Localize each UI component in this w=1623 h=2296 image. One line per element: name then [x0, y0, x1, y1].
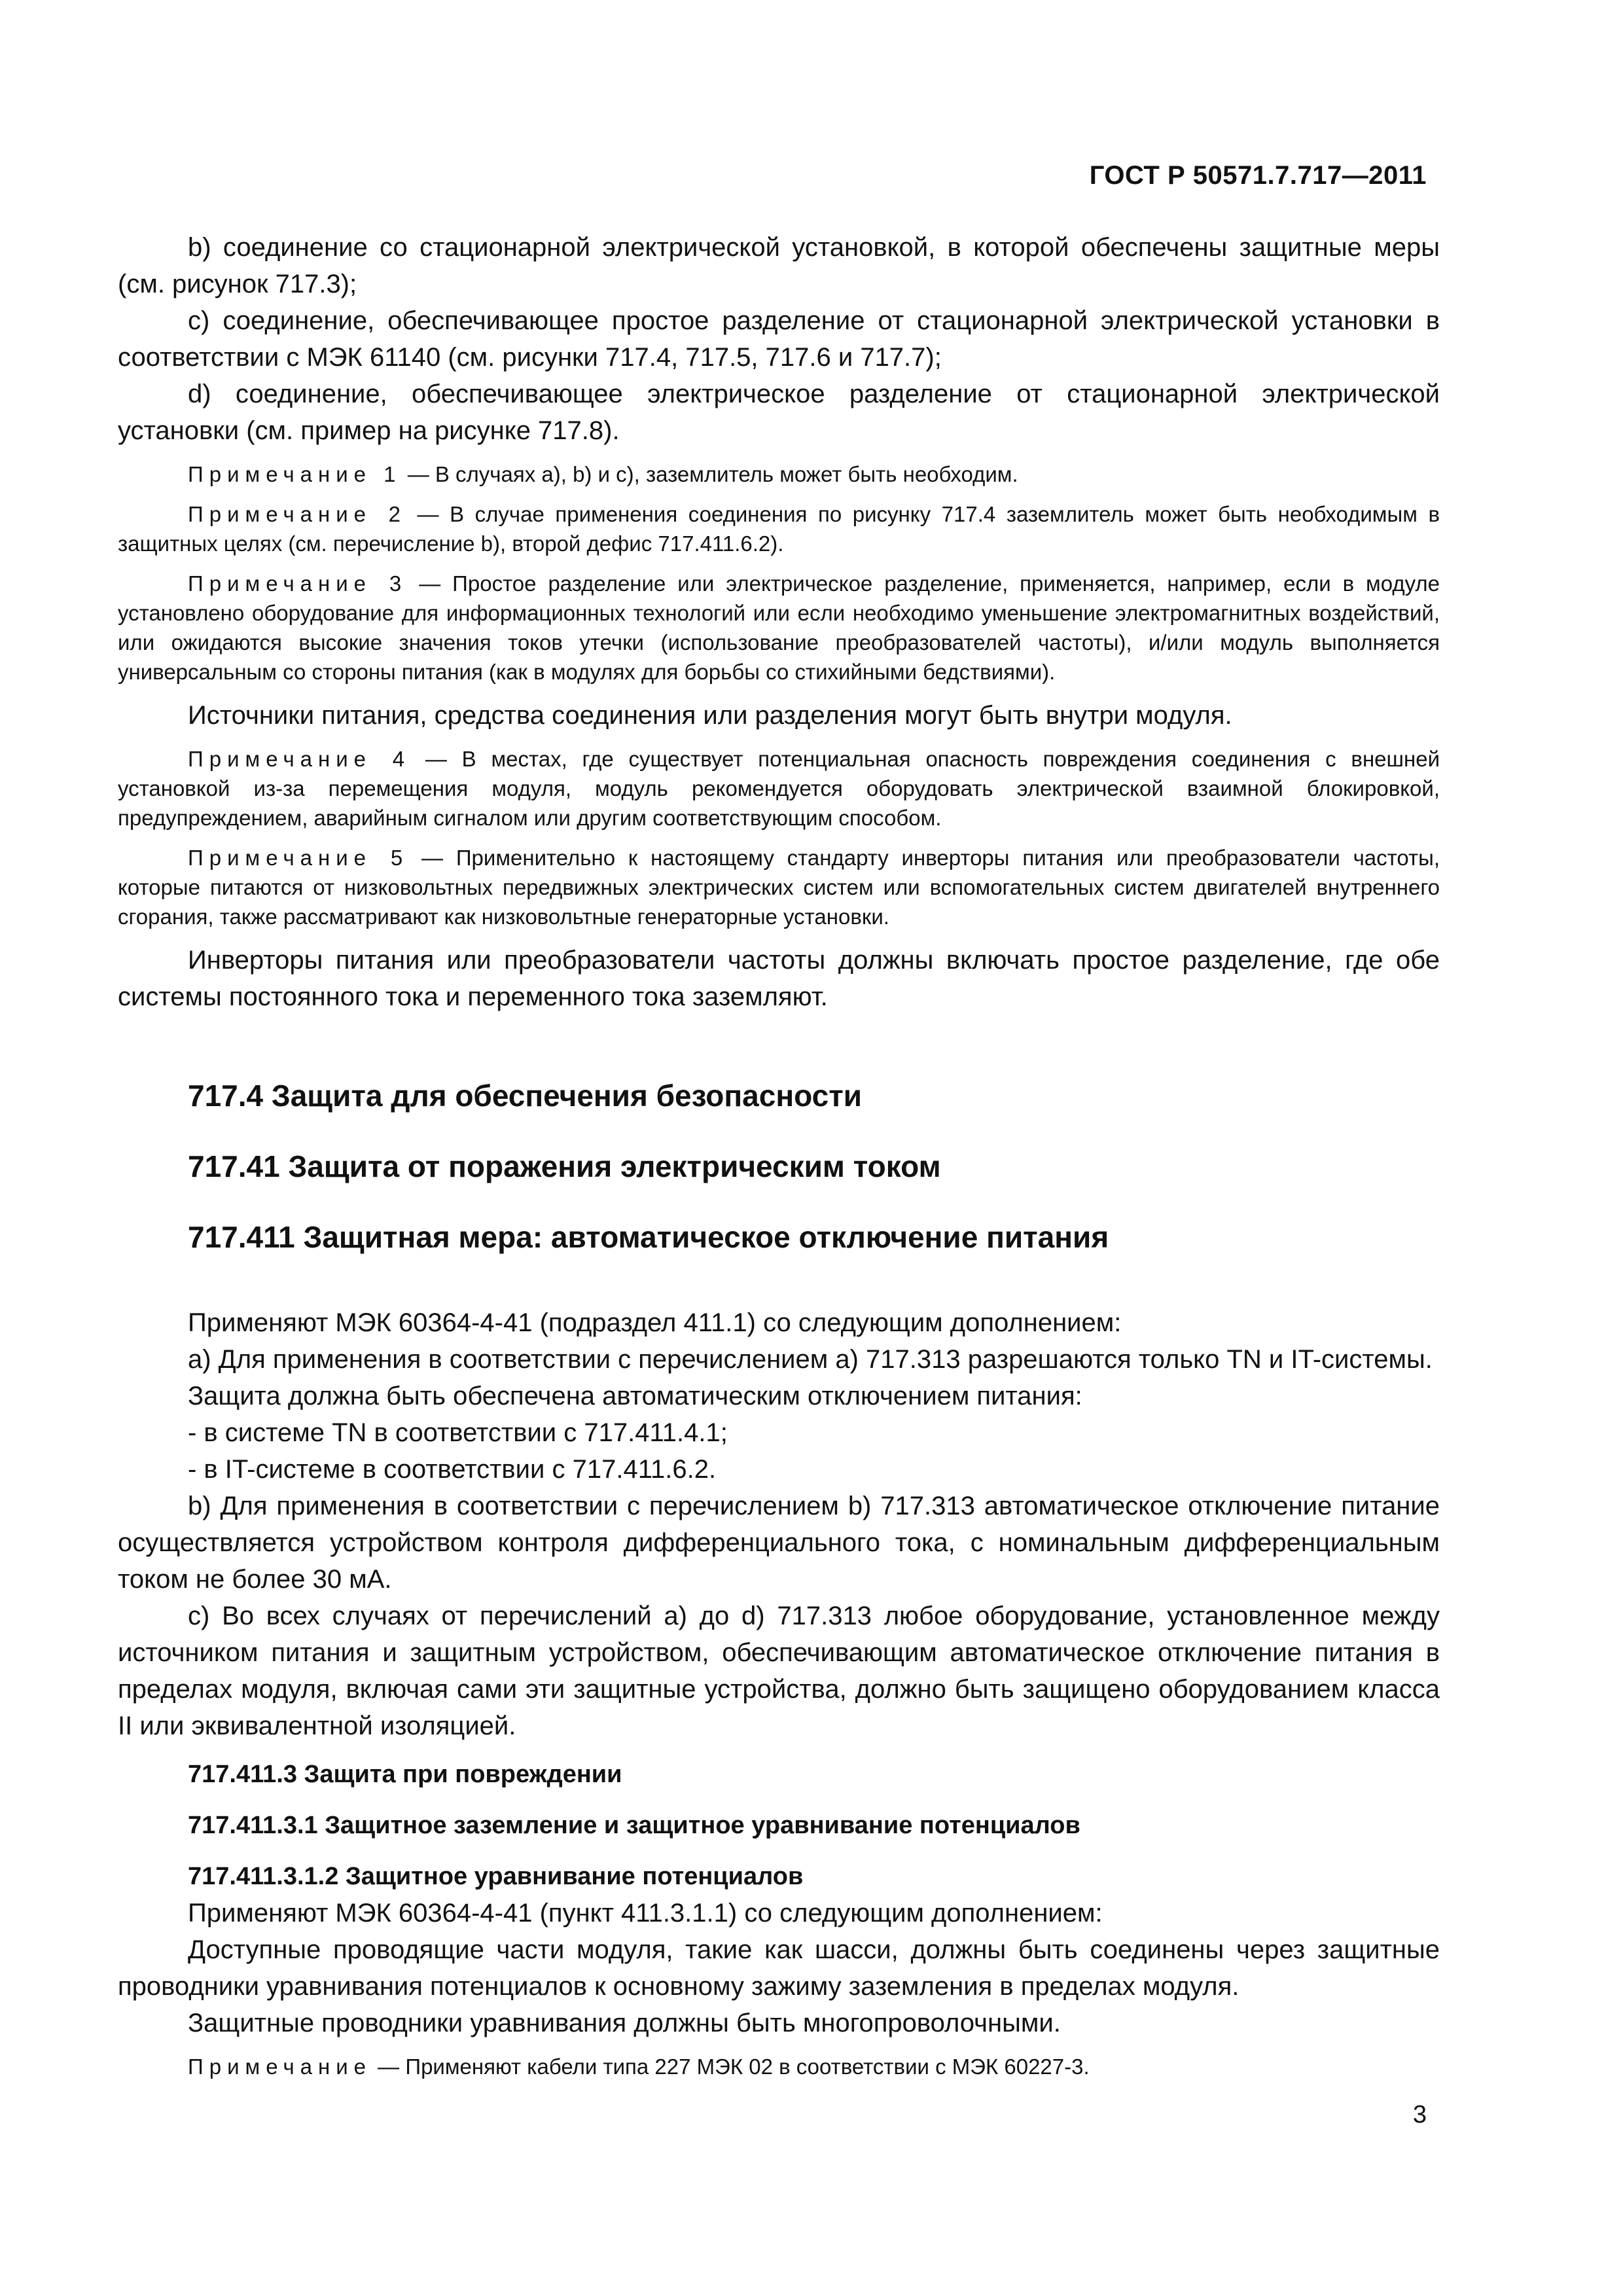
paragraph-auto-disconnect: Защита должна быть обеспечена автоматическим отключением питания: — [188, 1382, 1082, 1410]
document-header: ГОСТ Р 50571.7.717—2011 — [1089, 161, 1427, 190]
paragraph-apply-411-3-1-1: Применяют МЭК 60364-4-41 (пункт 411.3.1.1) со следующим дополнением: — [188, 1899, 1103, 1928]
paragraph-item-b: b) соединение со стационарной электрической установкой, в которой обеспечены защитные меры (см. рисунок 717.3); — [118, 233, 1440, 298]
paragraph-item-a-tn-it: а) Для применения в соответствии с перечислением а) 717.313 разрешаются только TN и IT-системы. — [188, 1345, 1433, 1374]
note-5 — [118, 843, 1440, 931]
paragraph-item-c-class-ii: с) Во всех случаях от перечислений а) до d) 717.313 любое оборудование, установленное между источником питания и защитным устройством, обеспечивающим автоматическое отключение питания в пределах модуля, включая сами эти защитные устройства, должно быть защищено оборудованием класса II или эквивалентной изоляцией. — [118, 1602, 1440, 1740]
note-label: Примечание 3 — [188, 571, 408, 596]
paragraph-item-b-rcd: b) Для применения в соответствии с перечислением b) 717.313 автоматическое отключение питание осуществляется устройством контроля дифференциального тока, с номинальным дифференциальным током не более 30 мА. — [118, 1492, 1440, 1594]
page-content — [118, 229, 1440, 2081]
paragraph-item-c: c) соединение, обеспечивающее простое разделение от стационарной электрической установки в соответствии с МЭК 61140 (см. рисунки 717.4, 717.5, 717.6 и 717.7); — [118, 306, 1440, 372]
paragraph-apply-60364: Применяют МЭК 60364-4-41 (подраздел 411.1) со следующим дополнением: — [188, 1308, 1122, 1337]
note-label: Примечание 2 — [188, 502, 406, 526]
note-label: Примечание 4 — [188, 747, 411, 771]
note-text: — В случаях a), b) и c), заземлитель может быть необходим. — [401, 462, 1018, 486]
paragraph-inverters: Инверторы питания или преобразователи частоты должны включать простое разделение, где обе системы постоянного тока и переменного тока заземляют. — [118, 946, 1440, 1011]
note-label: Примечание 1 — [188, 462, 402, 486]
subsection-heading-717-411-3-1-2: 717.411.3.1.2 Защитное уравнивание потенциалов — [188, 1863, 804, 1890]
list-item-it: - в IT-системе в соответствии с 717.411.6.2. — [188, 1455, 717, 1484]
subsection-heading-717-411-3-1: 717.411.3.1 Защитное заземление и защитное уравнивание потенциалов — [188, 1812, 1080, 1839]
note-text: — Применительно к настоящему стандарту инверторы питания или преобразователи частоты, которые питаются от низковольтных передвижных электрических систем или вспомогательных систем двигателей внутреннего сгорания, также рассматривают как низковольтные генераторные установки. — [118, 846, 1440, 929]
note-2 — [118, 499, 1440, 558]
note-1 — [118, 459, 1440, 489]
note-label: Примечание 5 — [188, 846, 409, 870]
note-3 — [118, 569, 1440, 687]
note-text: — В случае применения соединения по рисунку 717.4 заземлитель может быть необходимым в защитных целях (см. перечисление b), второй дефис 717.411.6.2). — [118, 502, 1440, 556]
section-heading-717-411: 717.411 Защитная мера: автоматическое отключение питания — [188, 1220, 1109, 1254]
paragraph-power-sources: Источники питания, средства соединения или разделения могут быть внутри модуля. — [188, 701, 1232, 730]
paragraph-item-d: d) соединение, обеспечивающее электрическое разделение от стационарной электрической установки (см. пример на рисунке 717.8). — [118, 380, 1440, 445]
note-cables — [118, 2052, 1440, 2081]
subsection-heading-717-411-3: 717.411.3 Защита при повреждении — [188, 1761, 622, 1788]
note-label: Примечание — [188, 2054, 372, 2079]
section-heading-717-4: 717.4 Защита для обеспечения безопасности — [188, 1079, 863, 1113]
note-4 — [118, 744, 1440, 833]
note-text: — Применяют кабели типа 227 МЭК 02 в соответствии с МЭК 60227-3. — [372, 2054, 1090, 2079]
list-item-tn: - в системе TN в соответствии с 717.411.4.1; — [188, 1418, 728, 1447]
paragraph-conductive-parts: Доступные проводящие части модуля, такие как шасси, должны быть соединены через защитные проводники уравнивания потенциалов к основному зажиму заземления в пределах модуля. — [118, 1935, 1440, 2001]
paragraph-stranded-conductors: Защитные проводники уравнивания должны быть многопроволочными. — [188, 2009, 1061, 2037]
note-text: — Простое разделение или электрическое разделение, применяется, например, если в модуле установлено оборудование для информационных технологий или если необходимо уменьшение электромагнитных воздействий, или ожидаются высокие значения токов утечки (использование преобразователей частоты), и/или модуль выполняется универсальным со стороны питания (как в модулях для борьбы со стихийными бедствиями). — [118, 571, 1440, 684]
page-number: 3 — [1412, 2101, 1427, 2128]
section-heading-717-41: 717.41 Защита от поражения электрическим током — [188, 1149, 941, 1183]
note-text: — В местах, где существует потенциальная опасность повреждения соединения с внешней установкой из-за перемещения модуля, модуль рекомендуется оборудовать электрической взаимной блокировкой, предупреждением, аварийным сигналом или другим соответствующим способом. — [118, 747, 1440, 830]
